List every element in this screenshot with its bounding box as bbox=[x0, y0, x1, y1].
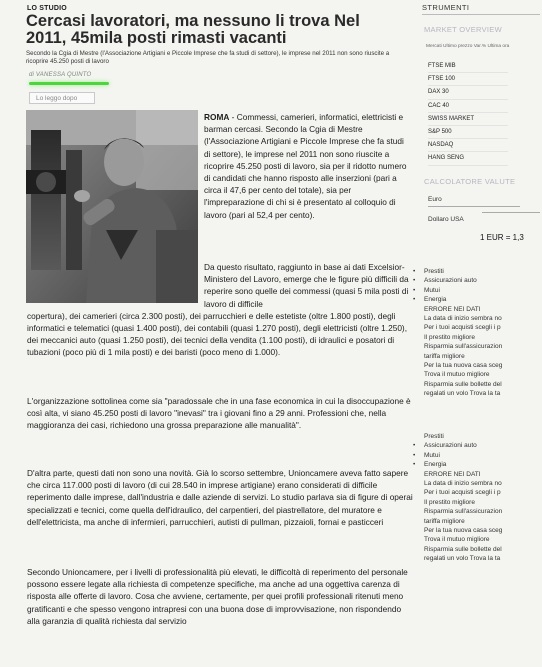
paragraph-1 bbox=[204, 111, 408, 221]
ad-text[interactable]: regalati un volo Trova la ta bbox=[424, 390, 501, 398]
ad-text[interactable]: Trova il mutuo migliore bbox=[424, 371, 490, 379]
ad-text: La data di inizio sembra no bbox=[424, 480, 502, 488]
ad-link[interactable]: • Prestiti bbox=[413, 267, 541, 276]
currency-from-select[interactable]: Euro bbox=[428, 196, 442, 203]
ad-error: ERRORE NEI DATI bbox=[424, 305, 481, 313]
headline: Cercasi lavoratori, ma nessuno li trova Nel 2011, 45mila posti rimasti vacanti bbox=[26, 12, 360, 47]
currency-input-underline bbox=[482, 212, 540, 213]
ad-link[interactable]: Prestiti bbox=[424, 433, 444, 440]
paragraph-3: L'organizzazione sottolinea come sia "paradossale che in una fase economica in cui la disoccupazione è così alta, vi siano 45.250 posti di lavoro "inevasi" tra i giovani fino a 29 anni. Professioni che, nella maggioranza dei casi, richiedono una grossa preparazione alle manualità". bbox=[27, 396, 411, 431]
ad-text[interactable]: Per i tuoi acquisti scegli i p bbox=[424, 489, 501, 497]
ad-text[interactable]: Per la tua nuova casa sceg bbox=[424, 362, 503, 370]
article-lead: Secondo la Cgia di Mestre (l'Associazione Artigiani e Piccole Imprese che fa studi di settore), le imprese nel 2011 non sono riuscite a ricoprire 45.250 posti di lavoro bbox=[26, 50, 390, 65]
ad-text[interactable]: Il prestito migliore bbox=[424, 333, 475, 341]
ad-link[interactable]: • Energia bbox=[413, 295, 541, 304]
market-item[interactable]: CAC 40 bbox=[428, 100, 508, 113]
sidebar-title: STRUMENTI bbox=[422, 3, 470, 12]
ad-text[interactable]: Risparmia sulle bollette del bbox=[424, 380, 502, 388]
ad-text: La data di inizio sembra no bbox=[424, 315, 502, 323]
ad-list-2 bbox=[413, 432, 541, 564]
market-item[interactable]: NASDAQ bbox=[428, 139, 508, 152]
currency-calculator-title: CALCOLATORE VALUTE bbox=[424, 177, 516, 186]
market-overview-title: MARKET OVERVIEW bbox=[424, 25, 502, 34]
market-list bbox=[428, 60, 508, 166]
highlight-mark bbox=[29, 82, 109, 85]
currency-rate: 1 EUR = 1,3 bbox=[480, 233, 524, 242]
ad-text[interactable]: regalati un volo Trova la ta bbox=[424, 555, 501, 563]
paragraph-2 bbox=[27, 261, 413, 359]
ad-text[interactable]: Per la tua nuova casa sceg bbox=[424, 527, 503, 535]
currency-to-select[interactable]: Dollaro USA bbox=[428, 216, 464, 223]
ad-text[interactable]: Il prestito migliore bbox=[424, 498, 475, 506]
paragraph-5: Secondo Unioncamere, per i livelli di professionalità più elevati, le difficoltà di reperimento del personale possono essere legate alla richiesta di competenze specifiche, ma anche ad una oggettiva carenza di risposta alle offerte di lavoro. Cosa che avviene, certamente, per quei profili professionali ritenuti meno gratificanti e che spesso vengono intrapresi con una buona dose di improvvisazione, non rispondendo alla garanzia di qualità richiesta dal servizio bbox=[27, 567, 408, 626]
ad-error: ERRORE NEI DATI bbox=[424, 470, 481, 478]
ad-link[interactable]: • Mutui bbox=[413, 286, 541, 295]
ad-link[interactable]: • Mutui bbox=[413, 451, 541, 460]
paragraph-4: D'altra parte, questi dati non sono una novità. Già lo scorso settembre, Unioncamere aveva fatto sapere che circa 117.000 posti di lavoro (di cui 28.540 in imprese artigiane) erano considerati di difficile reperimento dalle imprese, dall'industria e dalle aziende di servizi. Lo studio parlava sia di figure di operai specializzati e tecnici, come quella dell'idraulico, del carpentieri, del piastrellatore, del muratore e dell'elettricista, ma anche di infermieri, parrucchieri, autisti di pullman, pizzaioli, fornai e pasticceri bbox=[27, 468, 413, 527]
ad-text[interactable]: Risparmia sulle bollette del bbox=[424, 545, 502, 553]
market-item[interactable]: FTSE 100 bbox=[428, 73, 508, 86]
section-kicker: LO STUDIO bbox=[27, 5, 67, 12]
market-item[interactable]: SWISS MARKET bbox=[428, 113, 508, 126]
ad-text[interactable]: Risparmia sull'assicurazion bbox=[424, 343, 503, 351]
paragraph-2-rest: copertura), dei camerieri (circa 2.300 posti), dei parrucchieri e delle estetiste (oltre 1.800 posti), degli informatici e telematici (quasi 1.400 posti), dei contabili (quasi 1.270 posti), degli elettricisti (oltre 1.250), dei meccanici auto (quasi 1.250 posti), dei tecnici della vendita (1.100 posti), di idraulici e posatori di tubazioni (poco più di 1 mila posti) e dei baristi (poco meno di 1.000). bbox=[27, 310, 407, 358]
market-item[interactable]: S&P 500 bbox=[428, 126, 508, 139]
market-table-header: Mercati Ultimo prezzo Var.% Ultima ora bbox=[426, 44, 510, 49]
ad-link[interactable]: • Energia bbox=[413, 460, 541, 469]
paragraph-2-start: Da questo risultato, raggiunto in base ai dati Excelsior-Ministero del Lavoro, emerge che le figure più difficili da reperire sono quelle dei commessi (quasi 5 mila posti di lavoro di difficile bbox=[204, 262, 409, 309]
ad-text[interactable]: tariffa migliore bbox=[424, 517, 465, 525]
ad-text[interactable]: tariffa migliore bbox=[424, 352, 465, 360]
byline[interactable]: di VANESSA QUINTO bbox=[29, 72, 92, 78]
ad-text[interactable]: Trova il mutuo migliore bbox=[424, 536, 490, 544]
market-item[interactable]: FTSE MIB bbox=[428, 60, 508, 73]
sidebar-divider bbox=[422, 14, 540, 15]
market-item[interactable]: DAX 30 bbox=[428, 86, 508, 99]
ad-list-1 bbox=[413, 267, 541, 399]
paragraph-1-text: - Commessi, camerieri, informatici, elettricisti e barman cercasi. Secondo la Cgia di Mestre (l'Associazione Artigiani e Piccole Imprese che fa studi di settore), le imprese nel 2011 non sono riuscite a ricoprire 45.250 posti di lavoro, sia per il ridotto numero di candidati che hanno risposto alle inserzioni (pari a circa il 47,6 per cento del totale), sia per l'impreparazione di chi si è presentato al colloquio di lavoro (pari al 52,4 per cento). bbox=[204, 112, 407, 220]
ad-link[interactable]: • Assicurazioni auto bbox=[413, 276, 541, 285]
ad-text[interactable]: Risparmia sull'assicurazion bbox=[424, 508, 503, 516]
dateline: ROMA bbox=[204, 112, 230, 122]
currency-from-underline bbox=[428, 206, 520, 207]
market-item[interactable]: HANG SENG bbox=[428, 152, 508, 165]
ad-text[interactable]: Per i tuoi acquisti scegli i p bbox=[424, 324, 501, 332]
read-later-button[interactable]: Lo leggo dopo bbox=[29, 92, 95, 104]
ad-link[interactable]: • Assicurazioni auto bbox=[413, 441, 541, 450]
